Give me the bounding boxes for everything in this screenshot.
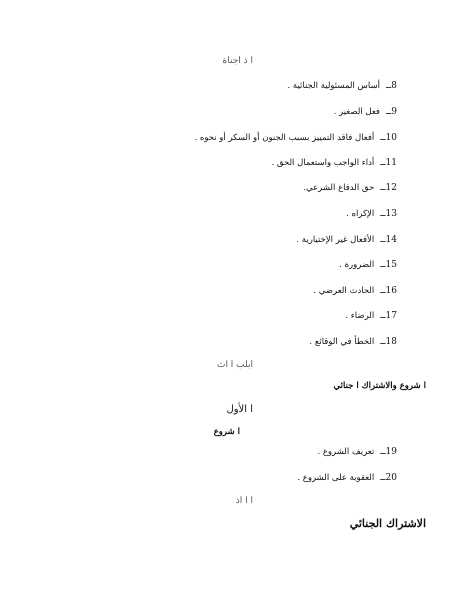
list-item bbox=[288, 81, 397, 92]
item-text: الخطأ في الوقائع . bbox=[309, 337, 375, 347]
item-number: 20ــ bbox=[380, 473, 397, 483]
subheading: ا شروع bbox=[213, 427, 240, 437]
item-text: تعريف الشروع . bbox=[317, 447, 375, 457]
list-item bbox=[317, 447, 397, 458]
item-number: 14ــ bbox=[380, 235, 397, 245]
list-item bbox=[194, 133, 397, 144]
list-item bbox=[297, 473, 397, 484]
list-item bbox=[313, 286, 397, 297]
list-item bbox=[303, 183, 397, 194]
fragment-2: ابلب ا اث bbox=[216, 360, 253, 370]
list-item bbox=[345, 311, 397, 322]
list-item bbox=[346, 209, 397, 220]
list-item bbox=[339, 260, 397, 271]
list-item bbox=[296, 235, 397, 246]
item-number: 10ــ bbox=[380, 133, 397, 143]
item-number: 12ــ bbox=[380, 183, 397, 193]
item-number: 17ــ bbox=[380, 311, 397, 321]
item-text: الرضاء . bbox=[345, 311, 375, 321]
list-item bbox=[271, 158, 397, 169]
item-number: 11ــ bbox=[380, 158, 397, 168]
list-item bbox=[334, 107, 397, 118]
section-heading: ا شروع والاشتراك ا جنائي bbox=[333, 381, 426, 391]
item-text: الضرورة . bbox=[339, 260, 375, 270]
item-text: العقوبة على الشروع . bbox=[297, 473, 375, 483]
item-text: أداء الواجب واستعمال الحق . bbox=[271, 158, 375, 168]
item-text: أساس المسئولية الجنائية . bbox=[287, 81, 380, 91]
item-text: الأفعال غير الإختيارية . bbox=[296, 235, 375, 245]
item-number: 15ــ bbox=[380, 260, 397, 270]
item-text: حق الدفاع الشرعي. bbox=[303, 183, 375, 193]
item-text: فعل الصغير . bbox=[333, 107, 380, 117]
final-heading: الاشتراك الجنائي bbox=[349, 517, 426, 530]
fragment-3: ا ا اذ bbox=[235, 496, 253, 506]
item-number: 19ــ bbox=[380, 447, 397, 457]
item-number: 9ــ bbox=[385, 107, 397, 117]
item-number: 16ــ bbox=[380, 286, 397, 296]
header-fragment: ا ذ اجناة bbox=[222, 56, 253, 66]
item-number: 13ــ bbox=[380, 209, 397, 219]
item-number: 8ــ bbox=[385, 81, 397, 91]
item-text: الإكراه . bbox=[346, 209, 375, 219]
item-text: الحادث العرضي . bbox=[313, 286, 375, 296]
chapter-fragment: ا الأول bbox=[226, 404, 253, 415]
item-text: أفعال فاقد التمييز بسبب الجنون أو السكر أو نحوه . bbox=[194, 133, 375, 143]
list-item bbox=[309, 337, 397, 348]
item-number: 18ــ bbox=[380, 337, 397, 347]
